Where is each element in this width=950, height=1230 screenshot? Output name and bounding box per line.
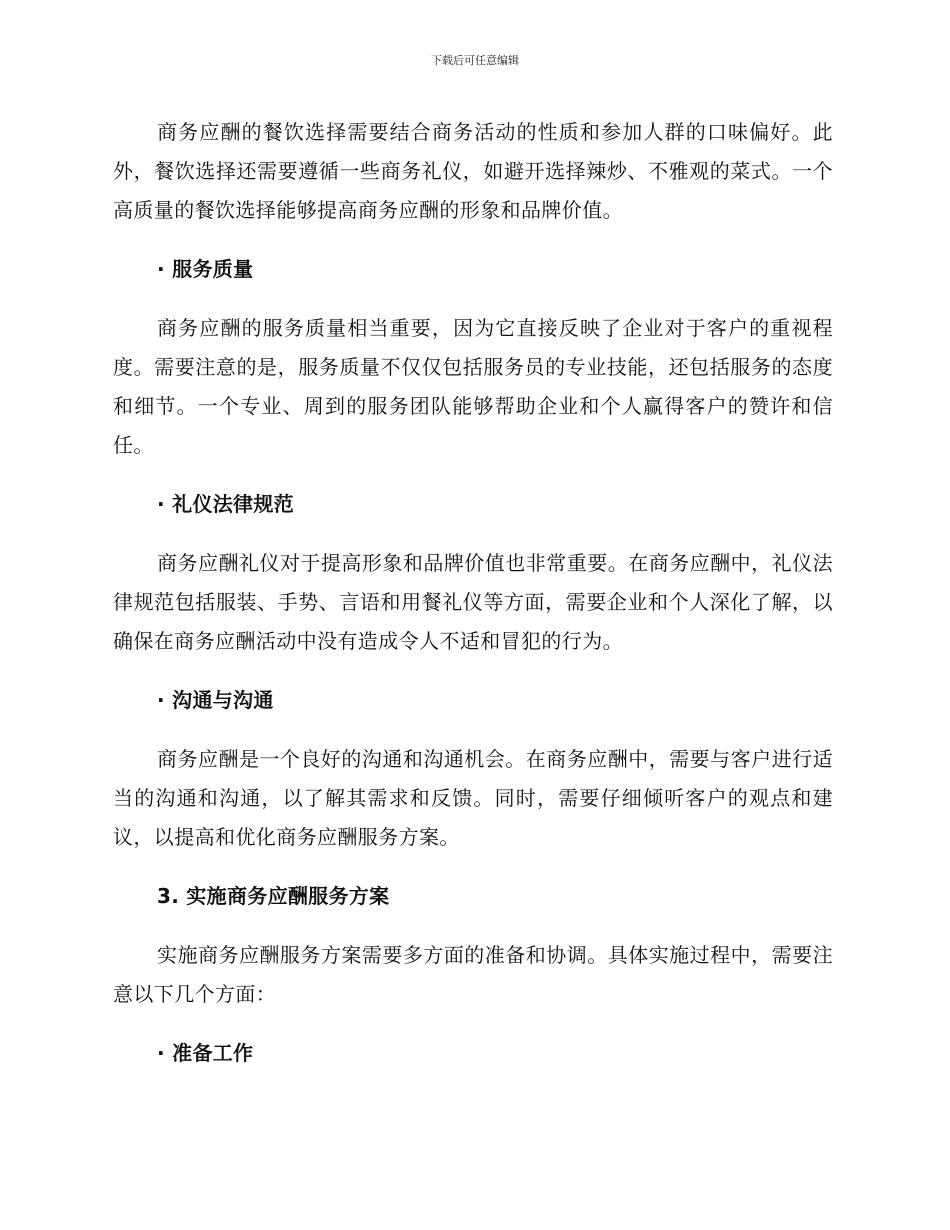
paragraph-communication: 商务应酬是一个良好的沟通和沟通机会。在商务应酬中，需要与客户进行适当的沟通和沟通，以了解其需求和反馈。同时，需要仔细倾听客户的观点和建议，以提高和优化商务应酬服务方案。 xyxy=(113,747,833,849)
heading-preparation: · 准备工作 xyxy=(157,1041,254,1065)
heading-etiquette-norms: · 礼仪法律规范 xyxy=(157,492,294,516)
paragraph-service-quality: 商务应酬的服务质量相当重要，因为它直接反映了企业对于客户的重视程度。需要注意的是，服务质量不仅仅包括服务员的专业技能，还包括服务的态度和细节。一个专业、周到的服务团队能够帮助企业和个人赢得客户的赞许和信任。 xyxy=(113,316,833,457)
paragraph-implementation: 实施商务应酬服务方案需要多方面的准备和协调。具体实施过程中，需要注意以下几个方面： xyxy=(113,943,833,1006)
heading-communication: · 沟通与沟通 xyxy=(157,688,274,712)
paragraph-etiquette-norms: 商务应酬礼仪对于提高形象和品牌价值也非常重要。在商务应酬中，礼仪法律规范包括服装、手势、言语和用餐礼仪等方面，需要企业和个人深化了解，以确保在商务应酬活动中没有造成令人不适和冒犯的行为。 xyxy=(113,551,833,653)
paragraph-dining-choice: 商务应酬的餐饮选择需要结合商务活动的性质和参加人群的口味偏好。此外，餐饮选择还需要遵循一些商务礼仪，如避开选择辣炒、不雅观的菜式。一个高质量的餐饮选择能够提高商务应酬的形象和品牌价值。 xyxy=(113,120,833,222)
heading-service-quality: · 服务质量 xyxy=(157,257,254,281)
heading-implementation: 3. 实施商务应酬服务方案 xyxy=(157,884,390,908)
document-body xyxy=(113,113,833,1073)
page-header-note: 下载后可任意编辑 xyxy=(431,54,519,67)
